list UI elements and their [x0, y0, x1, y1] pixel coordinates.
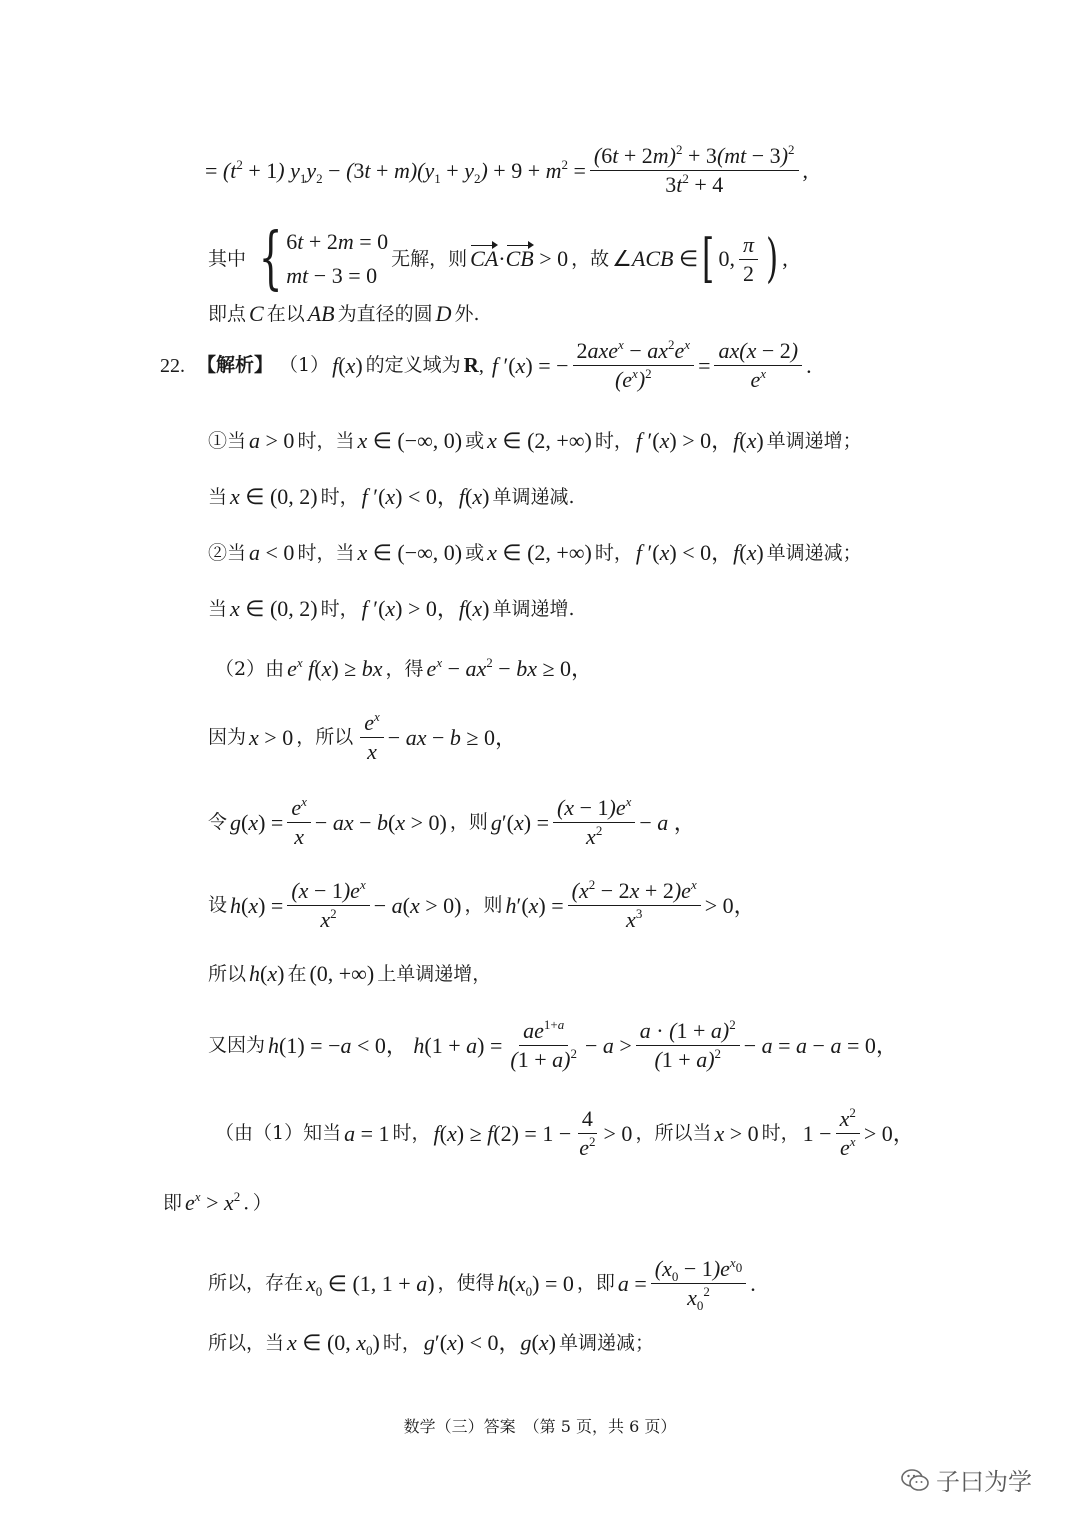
also-because-line: 又因为 h(1) = −a < 0， h(1 + a) = $\frac{ae^{1+a}}{(1 + a)^2}$ − a > $\frac{a \cdot (1 + a)^2}{(1 + a)^2}$ − a = a − a = 0， [208, 1017, 898, 1072]
case1-second-line: 当 x ∈ (0, 2) 时， f ′(x) < 0， f(x) 单调递减. [208, 484, 575, 509]
i-e-line: 即 $e^x > x^2$ ．） [163, 1189, 272, 1215]
from-part1-line: （由（1）知当 a = 1 时， f(x) ≥ f(2) = 1 − $\frac{4}{e^2}$ > 0 ，所以当 x > 0 时， 1 − $\frac{x^2}{e^x}$ > 0， [215, 1105, 915, 1160]
circle-line: 即点 C 在以 AB 为直径的圆 D 外. [208, 301, 480, 326]
answer-tag: 【解析】 [197, 354, 274, 376]
system-line: 其中 { 6t + 2m = 0 mt − 3 = 0 无解，则 CA·CB > 0 ，故 ∠ACB ∈ [ 0, $\frac{\pi}{2}$ ) , [208, 219, 788, 298]
question-number: 22. [160, 354, 185, 377]
because-line: 因为 x > 0 ，所以 $\frac{e^x}{x}$ − ax − b ≥ 0， [208, 709, 517, 764]
equation-system: { 6t + 2m = 0 mt − 3 = 0 [258, 219, 389, 298]
exist-line: 所以，存在 $x_0$ ∈ (1, 1 + a) ，使得 $h(x_0) = 0$ ，即 a = $\frac{(x_0 - 1)e^{x_0}}{x_0^2}$ . [208, 1255, 756, 1313]
define-g-line: 令 g(x) = $\frac{e^x}{x}$ − ax − b(x > 0) ，则 g′(x) = $\frac{(x - 1)e^x}{x^2}$ − a ， [208, 794, 696, 849]
q22-header-line: 22. 【解析】 （1） f(x) 的定义域为 R , f ′(x) = − $\frac{2axe^x - ax^2e^x}{(e^x)^2}$ = $\frac{ax(x - 2)}{e^x}$ . [160, 337, 812, 392]
case2-line: ②当 a < 0 时，当 x ∈ (−∞, 0) 或 x ∈ (2, +∞) 时， f ′(x) < 0， f(x) 单调递减； [208, 540, 862, 565]
eq-top-continued: = $(t^2 + 1) y_1y_2 - (3t + m)(y_1 + y_2) + 9 + m^2$ = $\frac{(6t + 2m)^2 + 3(mt - 3)^2}{3t^2 + 4}$ , [205, 142, 809, 197]
page-footer: 数学（三）答案 （第 5 页，共 6 页） [403, 1417, 677, 1436]
part2-line: （2）由 $e^x$ f(x) ≥ bx ，得 $e^x - ax^2$ − bx ≥ 0， [215, 655, 594, 681]
final-line: 所以，当 x ∈ (0, $x_0$) 时， g′(x) < 0， g(x) 单调递减； [208, 1330, 654, 1358]
case2-second-line: 当 x ∈ (0, 2) 时， f ′(x) > 0， f(x) 单调递增. [208, 596, 575, 621]
wechat-icon [900, 1467, 930, 1493]
h-increasing-line: 所以 h(x) 在 (0, +∞) 上单调递增， [208, 961, 492, 986]
watermark-text: 子曰为学 [936, 1468, 1032, 1496]
define-h-line: 设 h(x) = $\frac{(x - 1)e^x}{x^2}$ − a(x > 0) ，则 h′(x) = $\frac{(x^2 - 2x + 2)e^x}{x^3}$ > 0， [208, 877, 756, 932]
watermark [900, 1462, 1032, 1497]
case1-line: ①当 a > 0 时，当 x ∈ (−∞, 0) 或 x ∈ (2, +∞) 时， f ′(x) > 0， f(x) 单调递增； [208, 428, 862, 453]
